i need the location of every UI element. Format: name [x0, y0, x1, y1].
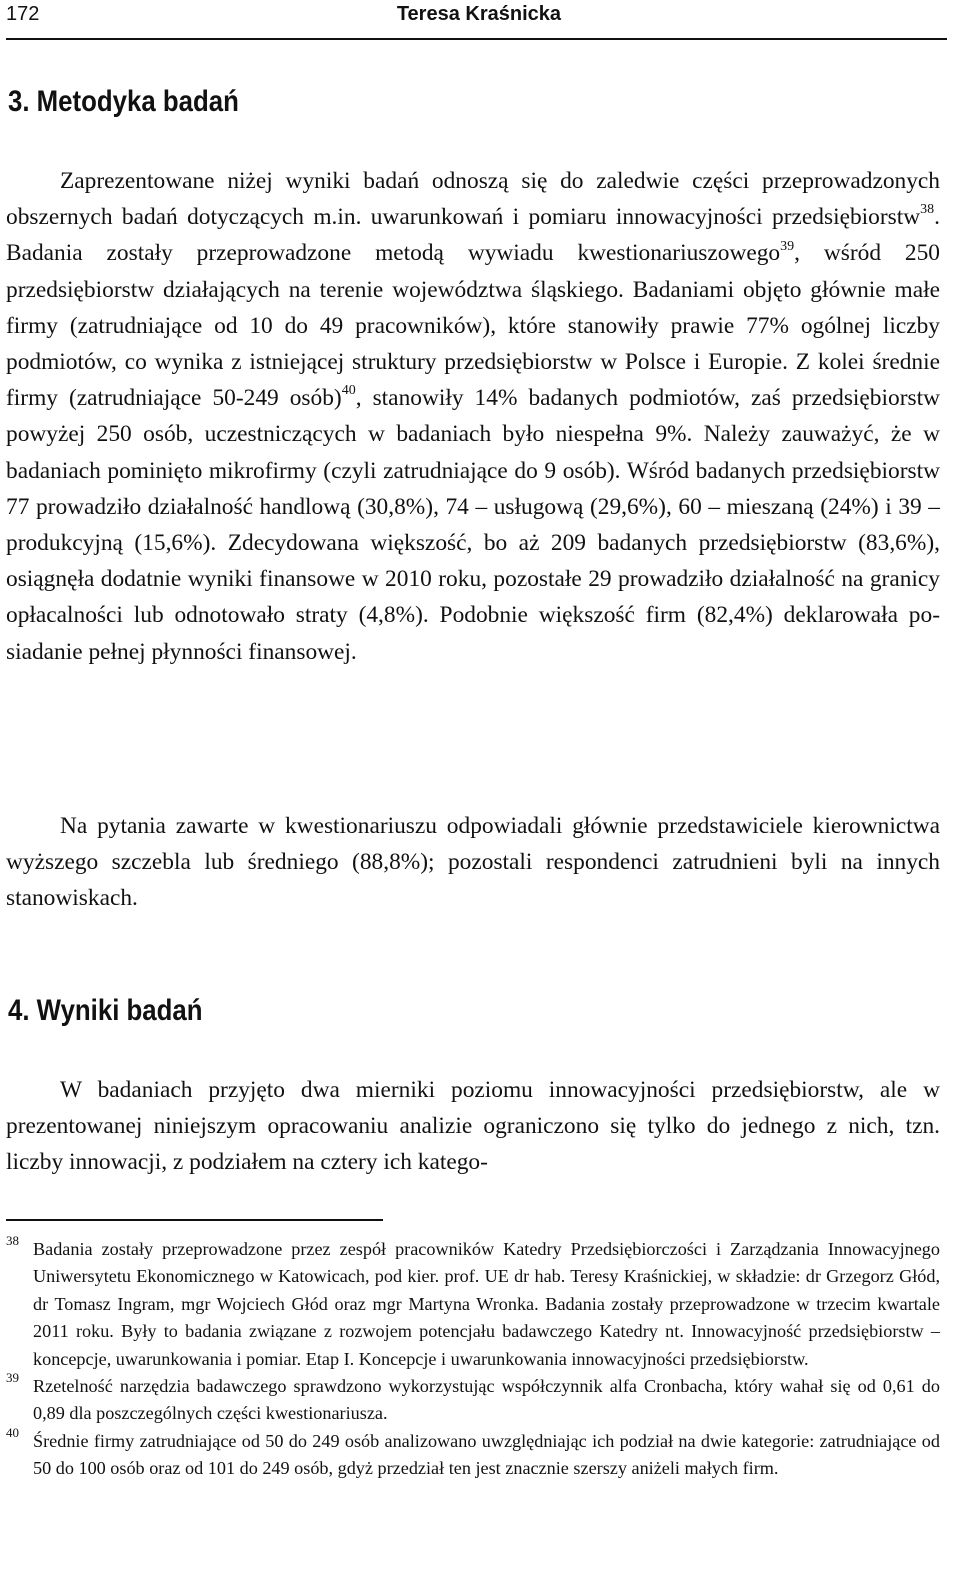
footnote-number: 39 — [6, 1370, 19, 1386]
footnote-40 — [6, 1424, 940, 1483]
footnote-number: 40 — [6, 1424, 19, 1440]
section-3-paragraph-1 — [6, 163, 940, 670]
section-4-paragraph-1: W badaniach przyjęto dwa mierniki poziomu innowacyjności przedsiębiorstw, ale w prezentowanej niniejszym opracowaniu analizie ograniczono się tylko do jednego z nich, tzn. liczby innowacji, z podziałem na cztery ich katego- — [6, 1077, 940, 1176]
paragraph-text: . Badania zostały przeprowadzone metodą wywiadu kwestionariuszowego — [6, 204, 940, 267]
footnote-number: 38 — [6, 1233, 19, 1248]
footnotes — [6, 1233, 940, 1483]
paragraph-text: , wśród 250 przedsiębiorstw działających na terenie województwa śląskiego. Badaniami objęto głównie małe firmy (zatrudniające od 10 do 49 pracowników), które stanowiły prawie 77% ogólnej liczby podmiotów, co wynika z istniejącej struktury przedsiębiorstw w Polsce i Europie. Z kolei średnie firmy (zatrudniające 50-249 osób) — [6, 240, 940, 412]
footnote-text: Rzetelność narzędzia badawczego sprawdzono wykorzystując współczynnik alfa Cronbacha, który wahał się od 0,61 do 0,89 dla poszczególnych części kwestionariusza. — [33, 1376, 940, 1424]
footnote-separator — [6, 1219, 383, 1221]
footnote-ref-40[interactable]: 40 — [341, 383, 356, 399]
footnote-text: Badania zostały przeprowadzone przez zespół pracowników Katedry Przedsiębiorczości i Zarządzania Innowacyjnego Uniwersytetu Ekonomicznego w Katowicach, pod kier. prof. UE dr hab. Teresy Kraśnickiej, w składzie: dr Grzegorz Głód, dr Tomasz Ingram, mgr Wojciech Głód oraz mgr Martyna Wronka. Badania zostały przeprowadzone w trzecim kwartale 2011 roku. Były to badania związane z rozwojem potencjału badawczego Katedry nt. Innowacyjność przedsiębiorstw – koncepcje, uwarunkowania i pomiar. Etap I. Koncepcje i uwarunkowania innowacyjności przedsiębiorstw. — [33, 1239, 940, 1369]
header-rule — [6, 38, 947, 40]
running-head-author: Teresa Kraśnicka — [396, 3, 561, 25]
footnote-39 — [6, 1370, 940, 1428]
paragraph-text: , stanowiły 14% badanych podmiotów, zaś przedsiębiorstw powyżej 250 osób, uczestniczących w badaniach było niespełna 9%. Należy zauważyć, że w badaniach pominięto mikrofirmy (czyli zatrudniające do 9 osób). Wśród badanych przedsiębiorstw 77 prowadziło działalność handlową (30,8%), 74 – usługową (29,6%), 60 – mieszaną (24%) i 39 – produkcyjną (15,6%). Zdecydowana większość, bo aż 209 badanych przedsiębiorstw (83,6%), osiągnęła dodatnie wyniki finansowe w 2010 roku, pozostałe 29 prowadziło działalność na granicy opłacalności lub odnotowało straty (4,8%). Podobnie większość firm (82,4%) deklarowała posiadanie pełnej płynności finansowej. — [6, 385, 940, 665]
footnote-38 — [6, 1233, 940, 1373]
footnote-ref-39[interactable]: 39 — [780, 238, 795, 254]
footnote-text: Średnie firmy zatrudniające od 50 do 249 osób analizowano uwzględniając ich podział na dwie kategorie: zatrudniające od 50 do 100 osób oraz od 101 do 249 osób, gdyż przedział ten jest znacznie szerszy aniżeli małych firm. — [33, 1430, 940, 1479]
section-3-paragraph-2: Na pytania zawarte w kwestionariuszu odpowiadali głównie przedstawiciele kierownictwa wyższego szczebla lub średniego (88,8%); pozostali respondenci zatrudnieni byli na innych stanowiskach. — [6, 813, 940, 912]
page-number: 172 — [6, 3, 40, 25]
footnote-ref-38[interactable]: 38 — [920, 202, 935, 218]
section-4-heading: 4. Wyniki badań — [8, 994, 203, 1027]
section-3-heading: 3. Metodyka badań — [8, 85, 239, 118]
paragraph-text: Zaprezentowane niżej wyniki badań odnoszą się do zaledwie części przeprowadzonych obszernych badań dotyczących m.in. uwarunkowań i pomiaru innowacyjności przedsiębiorstw — [6, 168, 940, 231]
running-head — [6, 0, 944, 34]
